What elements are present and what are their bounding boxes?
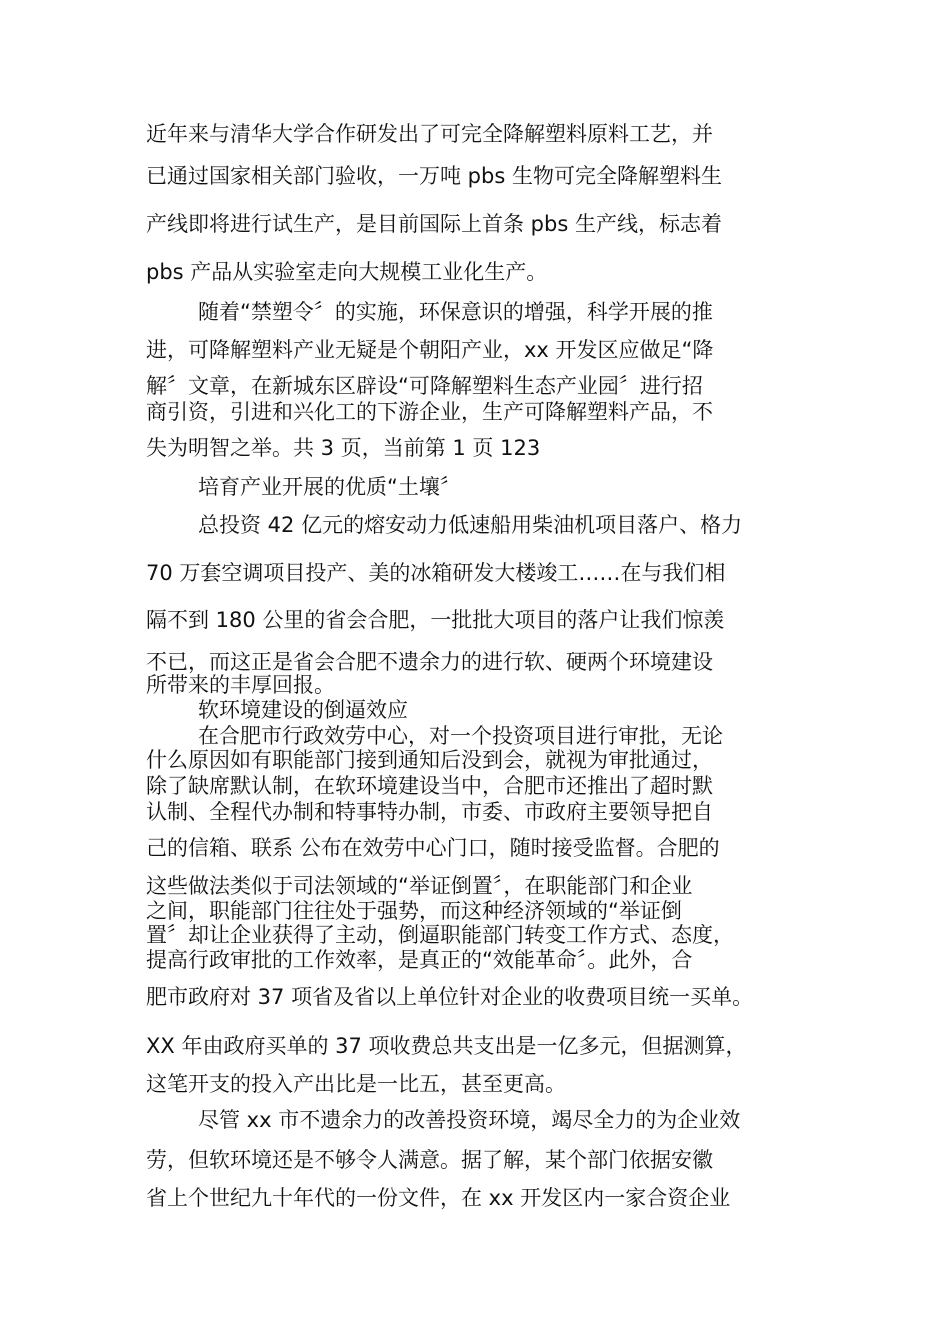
text-line: 总投资 42 亿元的熔安动力低速船用柴油机项目落户、格力	[198, 513, 743, 537]
text-line: 所带来的丰厚回报。	[146, 673, 335, 697]
text-line: 什么原因如有职能部门接到通知后没到会，就视为审批通过，	[146, 748, 713, 772]
text-line: 这些做法类似于司法领域的“举证倒置〞，在职能部门和企业	[146, 874, 693, 898]
text-line: 在合肥市行政效劳中心，对一个投资项目进行审批，无论	[198, 724, 723, 748]
text-line: pbs 产品从实验室走向大规模工业化生产。	[146, 260, 548, 284]
text-line: 商引资，引进和兴化工的下游企业，生产可降解塑料产品，不	[146, 400, 713, 424]
text-line: 省上个世纪九十年代的一份文件，在 xx 开发区内一家合资企业	[146, 1186, 731, 1210]
text-line: 认制、全程代办制和特事特办制，市委、市政府主要领导把自	[146, 800, 713, 824]
text-line: 肥市政府对 37 项省及省以上单位针对企业的收费项目统一买单。	[146, 985, 754, 1009]
text-line: 除了缺席默认制，在软环境建设当中，合肥市还推出了超时默	[146, 774, 713, 798]
section-heading: 软环境建设的倒逼效应	[198, 698, 408, 722]
section-heading: 培育产业开展的优质“土壤〞	[198, 475, 461, 499]
text-line: 之间，职能部门往往处于强势，而这种经济领域的“举证倒	[146, 899, 682, 923]
text-line: 隔不到 180 公里的省会合肥，一批批大项目的落户让我们惊羡	[146, 608, 725, 632]
text-line: 70 万套空调项目投产、美的冰箱研发大楼竣工……在与我们相	[146, 561, 726, 585]
text-line: 产线即将进行试生产，是目前国际上首条 pbs 生产线，标志着	[146, 212, 722, 236]
text-line: 不已，而这正是省会合肥不遗余力的进行软、硬两个环境建设	[146, 650, 713, 674]
text-line: 近年来与清华大学合作研发出了可完全降解塑料原料工艺，并	[146, 122, 713, 146]
text-line: 失为明智之举。共 3 页，当前第 1 页 123	[146, 436, 541, 460]
text-line: 进，可降解塑料产业无疑是个朝阳产业，xx 开发区应做足“降	[146, 338, 714, 362]
text-line: 已通过国家相关部门验收，一万吨 pbs 生物可完全降解塑料生	[146, 164, 722, 188]
text-line: XX 年由政府买单的 37 项收费总共支出是一亿多元，但据测算，	[146, 1034, 747, 1058]
text-line: 提高行政审批的工作效率，是真正的“效能革命〞。此外，合	[146, 948, 693, 972]
text-line: 随着“禁塑令〞的实施，环保意识的增强，科学开展的推	[198, 300, 713, 324]
text-line: 尽管 xx 市不遗余力的改善投资环境，竭尽全力的为企业效	[198, 1108, 741, 1132]
text-line: 己的信箱、联系 公布在效劳中心门口，随时接受监督。合肥的	[146, 836, 720, 860]
text-line: 解〞文章，在新城东区辟设“可降解塑料生态产业园〞进行招	[146, 374, 703, 398]
text-line: 这笔开支的投入产出比是一比五，甚至更高。	[146, 1072, 566, 1096]
text-line: 置〞却让企业获得了主动，倒逼职能部门转变工作方式、态度，	[146, 923, 734, 947]
text-line: 劳，但软环境还是不够令人满意。据了解，某个部门依据安徽	[146, 1148, 713, 1172]
